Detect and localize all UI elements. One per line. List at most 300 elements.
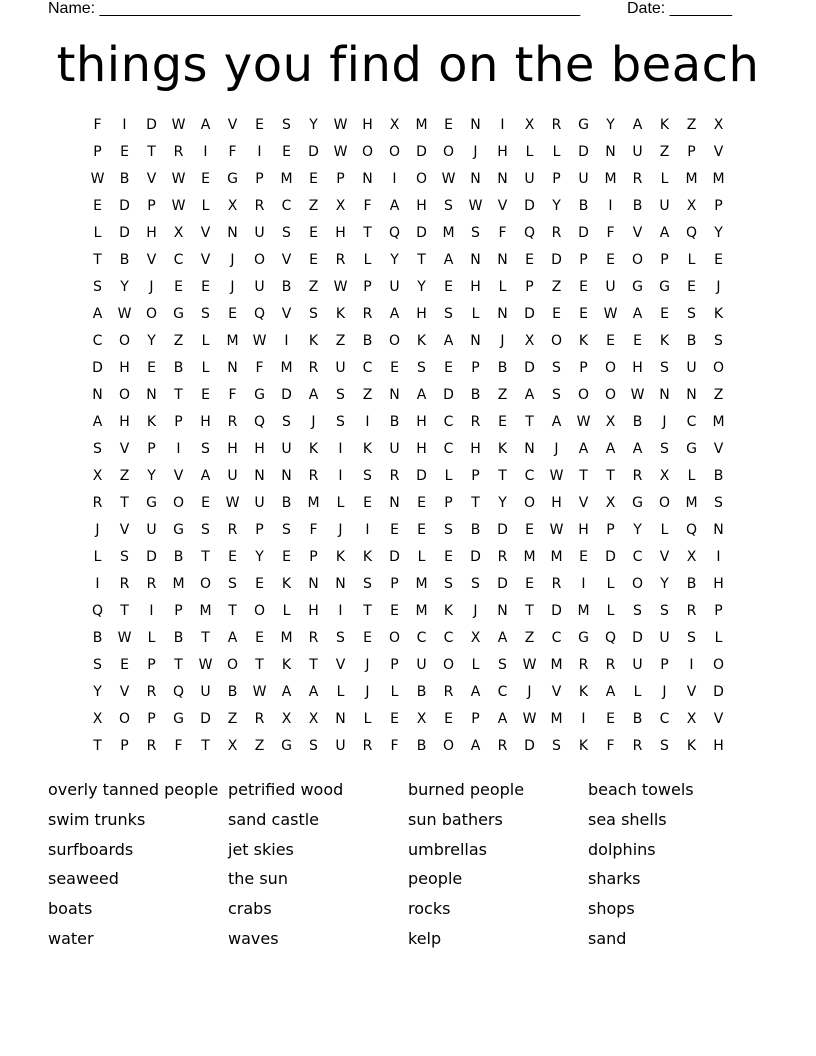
grid-letter: A xyxy=(632,117,643,133)
grid-letter: G xyxy=(146,495,157,511)
grid-letter: I xyxy=(122,117,127,133)
grid-letter: B xyxy=(686,333,697,349)
grid-letter: R xyxy=(389,468,400,484)
grid-letter: E xyxy=(309,171,318,187)
grid-letter: Q xyxy=(91,603,104,619)
grid-letter: A xyxy=(443,333,454,349)
grid-letter: S xyxy=(417,360,426,376)
grid-letter: E xyxy=(390,711,399,727)
grid-letter: Y xyxy=(714,225,723,241)
grid-letter: O xyxy=(172,495,185,511)
grid-letter: Q xyxy=(685,225,698,241)
grid-letter: C xyxy=(686,414,697,430)
grid-letter: F xyxy=(363,198,372,214)
grid-letter: I xyxy=(365,522,370,538)
grid-letter: E xyxy=(525,252,534,268)
grid-letter: I xyxy=(500,117,505,133)
grid-letter: H xyxy=(470,279,481,295)
grid-letter: U xyxy=(578,171,589,187)
grid-letter: X xyxy=(389,117,400,133)
grid-letter: Y xyxy=(606,117,615,133)
grid-row xyxy=(84,598,732,625)
grid-letter: Q xyxy=(523,225,536,241)
grid-letter: I xyxy=(284,333,289,349)
grid-letter: H xyxy=(308,603,319,619)
grid-letter: L xyxy=(687,252,696,268)
grid-letter: P xyxy=(525,279,534,295)
grid-letter: E xyxy=(525,522,534,538)
grid-letter: A xyxy=(605,441,616,457)
grid-letter: R xyxy=(227,522,238,538)
grid-letter: S xyxy=(201,522,210,538)
grid-letter: W xyxy=(441,171,456,187)
grid-letter: B xyxy=(173,630,184,646)
grid-letter: X xyxy=(686,711,697,727)
grid-letter: W xyxy=(468,198,483,214)
grid-letter: Z xyxy=(713,387,724,403)
grid-letter: D xyxy=(578,144,589,160)
grid-letter: L xyxy=(498,279,507,295)
grid-letter: N xyxy=(605,144,616,160)
grid-letter: W xyxy=(522,657,537,673)
grid-letter: E xyxy=(228,549,237,565)
grid-letter: A xyxy=(470,684,481,700)
grid-letter: E xyxy=(201,387,210,403)
grid-letter: U xyxy=(524,171,535,187)
grid-letter: P xyxy=(714,603,723,619)
grid-letter: P xyxy=(147,711,156,727)
grid-letter: M xyxy=(712,414,725,430)
grid-letter: K xyxy=(416,333,427,349)
grid-row xyxy=(84,355,732,382)
grid-letter: C xyxy=(443,414,454,430)
grid-letter: P xyxy=(147,657,156,673)
grid-letter: F xyxy=(228,144,237,160)
grid-letter: F xyxy=(390,738,399,754)
grid-letter: K xyxy=(713,306,724,322)
grid-letter: A xyxy=(281,684,292,700)
grid-letter: A xyxy=(578,441,589,457)
grid-letter: M xyxy=(415,576,428,592)
grid-letter: K xyxy=(578,684,589,700)
grid-row xyxy=(84,382,732,409)
grid-letter: Y xyxy=(147,333,156,349)
grid-letter: Y xyxy=(417,279,426,295)
grid-letter: A xyxy=(470,738,481,754)
grid-letter: R xyxy=(551,117,562,133)
grid-letter: K xyxy=(659,333,670,349)
grid-letter: U xyxy=(335,360,346,376)
grid-letter: E xyxy=(201,171,210,187)
grid-row xyxy=(84,679,732,706)
grid-letter: Z xyxy=(119,468,130,484)
grid-letter: M xyxy=(280,360,293,376)
grid-letter: U xyxy=(416,657,427,673)
word-list-item: seaweed xyxy=(48,869,119,889)
grid-letter: S xyxy=(228,576,237,592)
grid-letter: D xyxy=(416,144,427,160)
grid-letter: E xyxy=(147,360,156,376)
grid-letter: V xyxy=(119,684,130,700)
word-list-item: water xyxy=(48,928,94,948)
grid-letter: H xyxy=(416,414,427,430)
grid-letter: A xyxy=(497,630,508,646)
grid-letter: S xyxy=(309,738,318,754)
grid-letter: E xyxy=(120,144,129,160)
grid-letter: U xyxy=(281,441,292,457)
grid-letter: E xyxy=(120,657,129,673)
grid-letter: S xyxy=(714,333,723,349)
grid-letter: O xyxy=(145,306,158,322)
grid-letter: R xyxy=(92,495,103,511)
grid-letter: M xyxy=(550,549,563,565)
grid-letter: N xyxy=(659,387,670,403)
grid-letter: K xyxy=(659,117,670,133)
grid-letter: S xyxy=(282,117,291,133)
grid-letter: T xyxy=(255,657,264,673)
grid-letter: L xyxy=(201,198,210,214)
grid-letter: V xyxy=(200,225,211,241)
grid-letter: K xyxy=(578,738,589,754)
grid-letter: B xyxy=(281,495,292,511)
grid-letter: N xyxy=(497,306,508,322)
grid-letter: D xyxy=(119,198,130,214)
grid-letter: R xyxy=(362,738,373,754)
grid-letter: Z xyxy=(686,117,697,133)
grid-letter: M xyxy=(226,333,239,349)
grid-letter: D xyxy=(551,603,562,619)
grid-letter: O xyxy=(631,576,644,592)
grid-letter: J xyxy=(662,684,667,700)
grid-letter: K xyxy=(497,441,508,457)
word-list-item: burned people xyxy=(408,780,525,799)
grid-row xyxy=(84,247,732,274)
grid-letter: S xyxy=(444,522,453,538)
grid-letter: R xyxy=(119,576,130,592)
grid-letter: U xyxy=(254,225,265,241)
grid-letter: V xyxy=(713,441,724,457)
grid-letter: X xyxy=(470,630,481,646)
grid-letter: J xyxy=(473,144,478,160)
grid-letter: X xyxy=(281,711,292,727)
grid-letter: M xyxy=(280,171,293,187)
grid-letter: T xyxy=(201,630,210,646)
grid-letter: V xyxy=(146,171,157,187)
grid-letter: X xyxy=(92,711,103,727)
grid-letter: U xyxy=(659,198,670,214)
word-list-item: umbrellas xyxy=(408,839,487,859)
grid-letter: T xyxy=(471,495,480,511)
grid-letter: B xyxy=(389,414,400,430)
grid-letter: D xyxy=(308,144,319,160)
grid-letter: Z xyxy=(362,387,373,403)
grid-letter: C xyxy=(632,549,643,565)
grid-letter: R xyxy=(146,738,157,754)
grid-row xyxy=(84,490,732,517)
grid-letter: A xyxy=(416,387,427,403)
grid-letter: N xyxy=(497,603,508,619)
grid-letter: A xyxy=(632,306,643,322)
grid-letter: U xyxy=(335,738,346,754)
grid-letter: G xyxy=(173,306,184,322)
grid-letter: O xyxy=(442,738,455,754)
grid-letter: E xyxy=(579,279,588,295)
grid-letter: B xyxy=(578,198,589,214)
grid-letter: X xyxy=(524,333,535,349)
grid-letter: P xyxy=(471,360,480,376)
grid-letter: C xyxy=(443,630,454,646)
grid-letter: P xyxy=(606,522,615,538)
grid-letter: L xyxy=(660,522,669,538)
grid-letter: W xyxy=(333,144,348,160)
grid-letter: O xyxy=(550,333,563,349)
grid-letter: E xyxy=(606,333,615,349)
grid-letter: H xyxy=(200,414,211,430)
grid-letter: A xyxy=(308,684,319,700)
word-list-item: crabs xyxy=(228,899,272,919)
grid-letter: H xyxy=(254,441,265,457)
grid-letter: O xyxy=(118,711,131,727)
grid-letter: M xyxy=(280,630,293,646)
grid-letter: I xyxy=(257,144,262,160)
grid-letter: Q xyxy=(685,522,698,538)
grid-letter: E xyxy=(363,630,372,646)
grid-letter: W xyxy=(603,306,618,322)
grid-letter: G xyxy=(578,630,589,646)
grid-letter: G xyxy=(659,279,670,295)
grid-letter: O xyxy=(118,333,131,349)
grid-letter: P xyxy=(390,576,399,592)
grid-letter: N xyxy=(227,225,238,241)
grid-letter: R xyxy=(443,684,454,700)
grid-letter: K xyxy=(335,306,346,322)
grid-letter: V xyxy=(281,252,292,268)
grid-letter: R xyxy=(632,738,643,754)
grid-letter: C xyxy=(524,468,535,484)
grid-letter: U xyxy=(632,657,643,673)
grid-letter: Y xyxy=(309,117,318,133)
grid-letter: P xyxy=(255,522,264,538)
grid-letter: X xyxy=(416,711,427,727)
grid-letter: N xyxy=(92,387,103,403)
grid-letter: S xyxy=(363,468,372,484)
grid-letter: H xyxy=(497,144,508,160)
grid-letter: M xyxy=(172,576,185,592)
grid-letter: N xyxy=(686,387,697,403)
grid-letter: G xyxy=(281,738,292,754)
grid-letter: T xyxy=(579,468,588,484)
grid-letter: N xyxy=(470,171,481,187)
grid-row xyxy=(84,733,732,760)
grid-letter: I xyxy=(338,441,343,457)
grid-letter: B xyxy=(362,333,373,349)
grid-letter: E xyxy=(444,360,453,376)
grid-letter: Y xyxy=(633,522,642,538)
grid-letter: S xyxy=(282,414,291,430)
grid-letter: P xyxy=(255,171,264,187)
grid-letter: P xyxy=(174,414,183,430)
grid-letter: N xyxy=(470,333,481,349)
grid-letter: X xyxy=(227,198,238,214)
grid-letter: Z xyxy=(227,711,238,727)
grid-letter: R xyxy=(308,360,319,376)
grid-letter: J xyxy=(662,414,667,430)
grid-letter: E xyxy=(444,279,453,295)
grid-letter: E xyxy=(444,117,453,133)
grid-letter: T xyxy=(93,738,102,754)
grid-letter: H xyxy=(470,441,481,457)
grid-letter: D xyxy=(524,738,535,754)
grid-row xyxy=(84,193,732,220)
grid-letter: I xyxy=(365,414,370,430)
word-list-item: rocks xyxy=(408,899,451,919)
grid-letter: M xyxy=(604,171,617,187)
grid-letter: E xyxy=(687,279,696,295)
grid-letter: R xyxy=(497,738,508,754)
grid-letter: B xyxy=(686,576,697,592)
grid-letter: T xyxy=(201,549,210,565)
grid-letter: T xyxy=(606,468,615,484)
grid-letter: A xyxy=(497,711,508,727)
name-field-label: Name: ______________________________________________________ xyxy=(48,0,581,17)
grid-letter: S xyxy=(498,657,507,673)
grid-letter: H xyxy=(119,360,130,376)
word-list-item: boats xyxy=(48,899,93,919)
grid-letter: D xyxy=(146,117,157,133)
grid-letter: K xyxy=(335,549,346,565)
grid-letter: N xyxy=(335,576,346,592)
grid-letter: P xyxy=(147,441,156,457)
grid-letter: V xyxy=(632,225,643,241)
grid-letter: X xyxy=(713,117,724,133)
grid-letter: U xyxy=(632,144,643,160)
grid-letter: A xyxy=(632,441,643,457)
grid-letter: S xyxy=(282,225,291,241)
grid-letter: M xyxy=(523,549,536,565)
grid-letter: E xyxy=(93,198,102,214)
grid-letter: G xyxy=(632,279,643,295)
grid-letter: R xyxy=(173,144,184,160)
grid-letter: F xyxy=(606,225,615,241)
grid-letter: I xyxy=(581,576,586,592)
grid-letter: B xyxy=(173,549,184,565)
grid-letter: R xyxy=(254,198,265,214)
grid-letter: B xyxy=(713,468,724,484)
grid-letter: R xyxy=(308,630,319,646)
grid-letter: V xyxy=(227,117,238,133)
grid-letter: W xyxy=(333,117,348,133)
grid-letter: Z xyxy=(308,279,319,295)
grid-letter: H xyxy=(119,414,130,430)
grid-letter: O xyxy=(577,387,590,403)
grid-letter: P xyxy=(93,144,102,160)
grid-letter: E xyxy=(309,252,318,268)
grid-letter: S xyxy=(336,387,345,403)
grid-letter: L xyxy=(390,684,399,700)
grid-letter: N xyxy=(497,252,508,268)
grid-letter: T xyxy=(174,387,183,403)
grid-letter: A xyxy=(659,225,670,241)
grid-letter: I xyxy=(608,198,613,214)
grid-letter: V xyxy=(200,252,211,268)
grid-letter: L xyxy=(336,495,345,511)
grid-letter: E xyxy=(552,306,561,322)
grid-letter: A xyxy=(200,468,211,484)
grid-letter: S xyxy=(336,630,345,646)
grid-letter: O xyxy=(712,360,725,376)
grid-letter: M xyxy=(550,711,563,727)
grid-letter: O xyxy=(226,657,239,673)
grid-letter: E xyxy=(579,549,588,565)
grid-letter: W xyxy=(576,414,591,430)
grid-letter: J xyxy=(554,441,559,457)
grid-letter: E xyxy=(417,522,426,538)
grid-letter: S xyxy=(444,576,453,592)
grid-letter: T xyxy=(525,414,534,430)
grid-letter: N xyxy=(470,117,481,133)
grid-letter: E xyxy=(201,495,210,511)
grid-letter: J xyxy=(230,279,235,295)
grid-letter: F xyxy=(498,225,507,241)
grid-letter: S xyxy=(552,738,561,754)
grid-letter: Y xyxy=(255,549,264,565)
date-field-label: Date: _______ xyxy=(627,0,732,17)
grid-letter: G xyxy=(173,522,184,538)
grid-letter: R xyxy=(362,306,373,322)
grid-letter: L xyxy=(147,630,156,646)
grid-letter: T xyxy=(309,657,318,673)
grid-letter: V xyxy=(551,684,562,700)
grid-letter: G xyxy=(173,711,184,727)
grid-letter: A xyxy=(605,684,616,700)
grid-letter: S xyxy=(93,279,102,295)
grid-letter: C xyxy=(551,630,562,646)
grid-letter: U xyxy=(146,522,157,538)
grid-letter: I xyxy=(203,144,208,160)
grid-letter: P xyxy=(471,468,480,484)
grid-letter: E xyxy=(282,549,291,565)
grid-letter: V xyxy=(119,522,130,538)
grid-letter: N xyxy=(362,171,373,187)
grid-letter: E xyxy=(255,576,264,592)
grid-letter: Y xyxy=(390,252,399,268)
grid-letter: C xyxy=(281,198,292,214)
grid-letter: K xyxy=(281,657,292,673)
grid-letter: B xyxy=(632,711,643,727)
grid-letter: W xyxy=(333,279,348,295)
grid-letter: D xyxy=(632,630,643,646)
grid-letter: D xyxy=(146,549,157,565)
grid-letter: J xyxy=(95,522,100,538)
grid-letter: E xyxy=(579,306,588,322)
grid-letter: O xyxy=(604,387,617,403)
grid-row xyxy=(84,436,732,463)
grid-letter: R xyxy=(497,549,508,565)
grid-letter: P xyxy=(363,279,372,295)
grid-letter: L xyxy=(201,333,210,349)
grid-letter: V xyxy=(578,495,589,511)
grid-letter: X xyxy=(686,549,697,565)
grid-letter: X xyxy=(686,198,697,214)
grid-letter: U xyxy=(659,630,670,646)
grid-letter: S xyxy=(633,603,642,619)
grid-letter: R xyxy=(632,171,643,187)
grid-letter: R xyxy=(578,657,589,673)
grid-letter: Y xyxy=(552,198,561,214)
grid-letter: L xyxy=(471,657,480,673)
grid-letter: S xyxy=(471,225,480,241)
grid-row xyxy=(84,625,732,652)
